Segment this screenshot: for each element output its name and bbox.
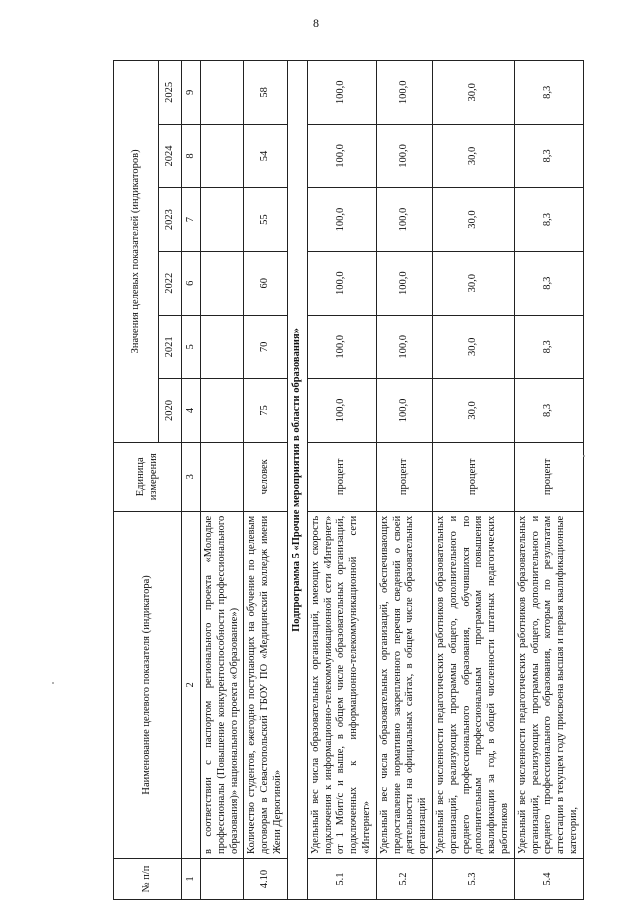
table-row [432, 61, 514, 900]
header-year: 2020 [159, 379, 182, 443]
row-unit: процент [432, 442, 514, 511]
column-numbers-row [182, 61, 201, 900]
row-value [201, 188, 244, 252]
indicators-table [113, 60, 584, 900]
row-value [201, 379, 244, 443]
rotated-table-container [113, 60, 579, 900]
column-number: 6 [182, 251, 201, 315]
row-unit: процент [514, 442, 583, 511]
row-name: Количество студентов, ежегодно поступающих на обучение по целевым договорам в Севастопольский ГБОУ ПО «Медицинский колледж имени Жени Дерюгиной» [244, 511, 287, 858]
table-row [201, 61, 244, 900]
row-value: 8,3 [514, 251, 583, 315]
row-value: 30,0 [432, 61, 514, 125]
column-number: 5 [182, 315, 201, 379]
row-value: 70 [244, 315, 287, 379]
row-value: 58 [244, 61, 287, 125]
column-number: 2 [182, 511, 201, 858]
header-year: 2022 [159, 251, 182, 315]
row-value: 55 [244, 188, 287, 252]
row-value: 8,3 [514, 188, 583, 252]
row-value: 100,0 [307, 61, 376, 125]
subprogram-row [287, 61, 307, 900]
row-value: 8,3 [514, 315, 583, 379]
row-value: 100,0 [376, 124, 432, 188]
header-year: 2024 [159, 124, 182, 188]
row-value: 8,3 [514, 124, 583, 188]
header-year: 2025 [159, 61, 182, 125]
row-name: Удельный вес численности педагогических работников образовательных организаций, реализующих программы общего, дополнительного и среднего профессионального образования, которым по результатам аттестации в текущем году присвоена высшая и первая квалификационные категории, [514, 511, 583, 858]
column-number: 7 [182, 188, 201, 252]
table-row [514, 61, 583, 900]
row-value: 100,0 [376, 188, 432, 252]
row-value: 30,0 [432, 188, 514, 252]
row-num [201, 859, 244, 900]
row-value: 8,3 [514, 61, 583, 125]
header-num: № п/п [114, 859, 182, 900]
row-name: Удельный вес числа образовательных организаций, имеющих скорость подключения к информационно-телекоммуникационной сети «Интернет» от 1 Мбит/с и выше, в общем числе образовательных организаций, подключенных к информационно-телекоммуникационной сети «Интернет» [307, 511, 376, 858]
row-value: 100,0 [307, 315, 376, 379]
column-number: 3 [182, 442, 201, 511]
row-value [201, 124, 244, 188]
page-number: 8 [313, 16, 319, 30]
row-value: 100,0 [307, 379, 376, 443]
row-value [201, 251, 244, 315]
scan-speck [583, 455, 585, 457]
row-num: 5.1 [307, 859, 376, 900]
row-name: в соответствии с паспортом регионального проекта «Молодые профессионалы (Повышение конкурентоспособности профессионального образования)» национального проекта «Образование») [201, 511, 244, 858]
column-number: 1 [182, 859, 201, 900]
column-number: 8 [182, 124, 201, 188]
header-year: 2021 [159, 315, 182, 379]
row-value: 30,0 [432, 379, 514, 443]
subprogram-title: Подпрограмма 5 «Прочие мероприятия в области образования» [287, 61, 307, 900]
row-value: 30,0 [432, 124, 514, 188]
header-name: Наименование целевого показателя (индикатора) [114, 511, 182, 858]
row-value [201, 315, 244, 379]
table-header-row [114, 61, 159, 900]
header-values-group: Значения целевых показателей (индикаторов) [114, 61, 159, 443]
row-unit: человек [244, 442, 287, 511]
row-value: 54 [244, 124, 287, 188]
column-number: 9 [182, 61, 201, 125]
row-value: 100,0 [307, 251, 376, 315]
column-number: 4 [182, 379, 201, 443]
row-value: 100,0 [376, 61, 432, 125]
row-num: 4.10 [244, 859, 287, 900]
rotated-table-area [113, 60, 579, 900]
row-unit: процент [376, 442, 432, 511]
row-value: 8,3 [514, 379, 583, 443]
scan-speck [52, 682, 54, 684]
row-unit [201, 442, 244, 511]
row-value: 100,0 [376, 251, 432, 315]
table-row [307, 61, 376, 900]
row-value: 100,0 [307, 124, 376, 188]
row-name: Удельный вес числа образовательных организаций, обеспечивающих предоставление нормативно закрепленного перечня сведений о своей деятельности на официальных сайтах, в общем числе образовательных организаций [376, 511, 432, 858]
header-unit: Единица измерения [114, 442, 182, 511]
row-num: 5.3 [432, 859, 514, 900]
row-value [201, 61, 244, 125]
row-num: 5.2 [376, 859, 432, 900]
row-value: 100,0 [376, 315, 432, 379]
row-name: Удельный вес численности педагогических работников образовательных организаций, реализующих программы общего, дополнительного и среднего профессионального образования, обучившихся по дополнительным профессиональным программам повышения квалификации за год, в общей численности штатных педагогических работников [432, 511, 514, 858]
row-value: 30,0 [432, 251, 514, 315]
row-value: 30,0 [432, 315, 514, 379]
header-year: 2023 [159, 188, 182, 252]
row-value: 75 [244, 379, 287, 443]
row-value: 100,0 [307, 188, 376, 252]
row-value: 100,0 [376, 379, 432, 443]
table-row [244, 61, 287, 900]
row-value: 60 [244, 251, 287, 315]
row-num: 5.4 [514, 859, 583, 900]
row-unit: процент [307, 442, 376, 511]
table-row [376, 61, 432, 900]
